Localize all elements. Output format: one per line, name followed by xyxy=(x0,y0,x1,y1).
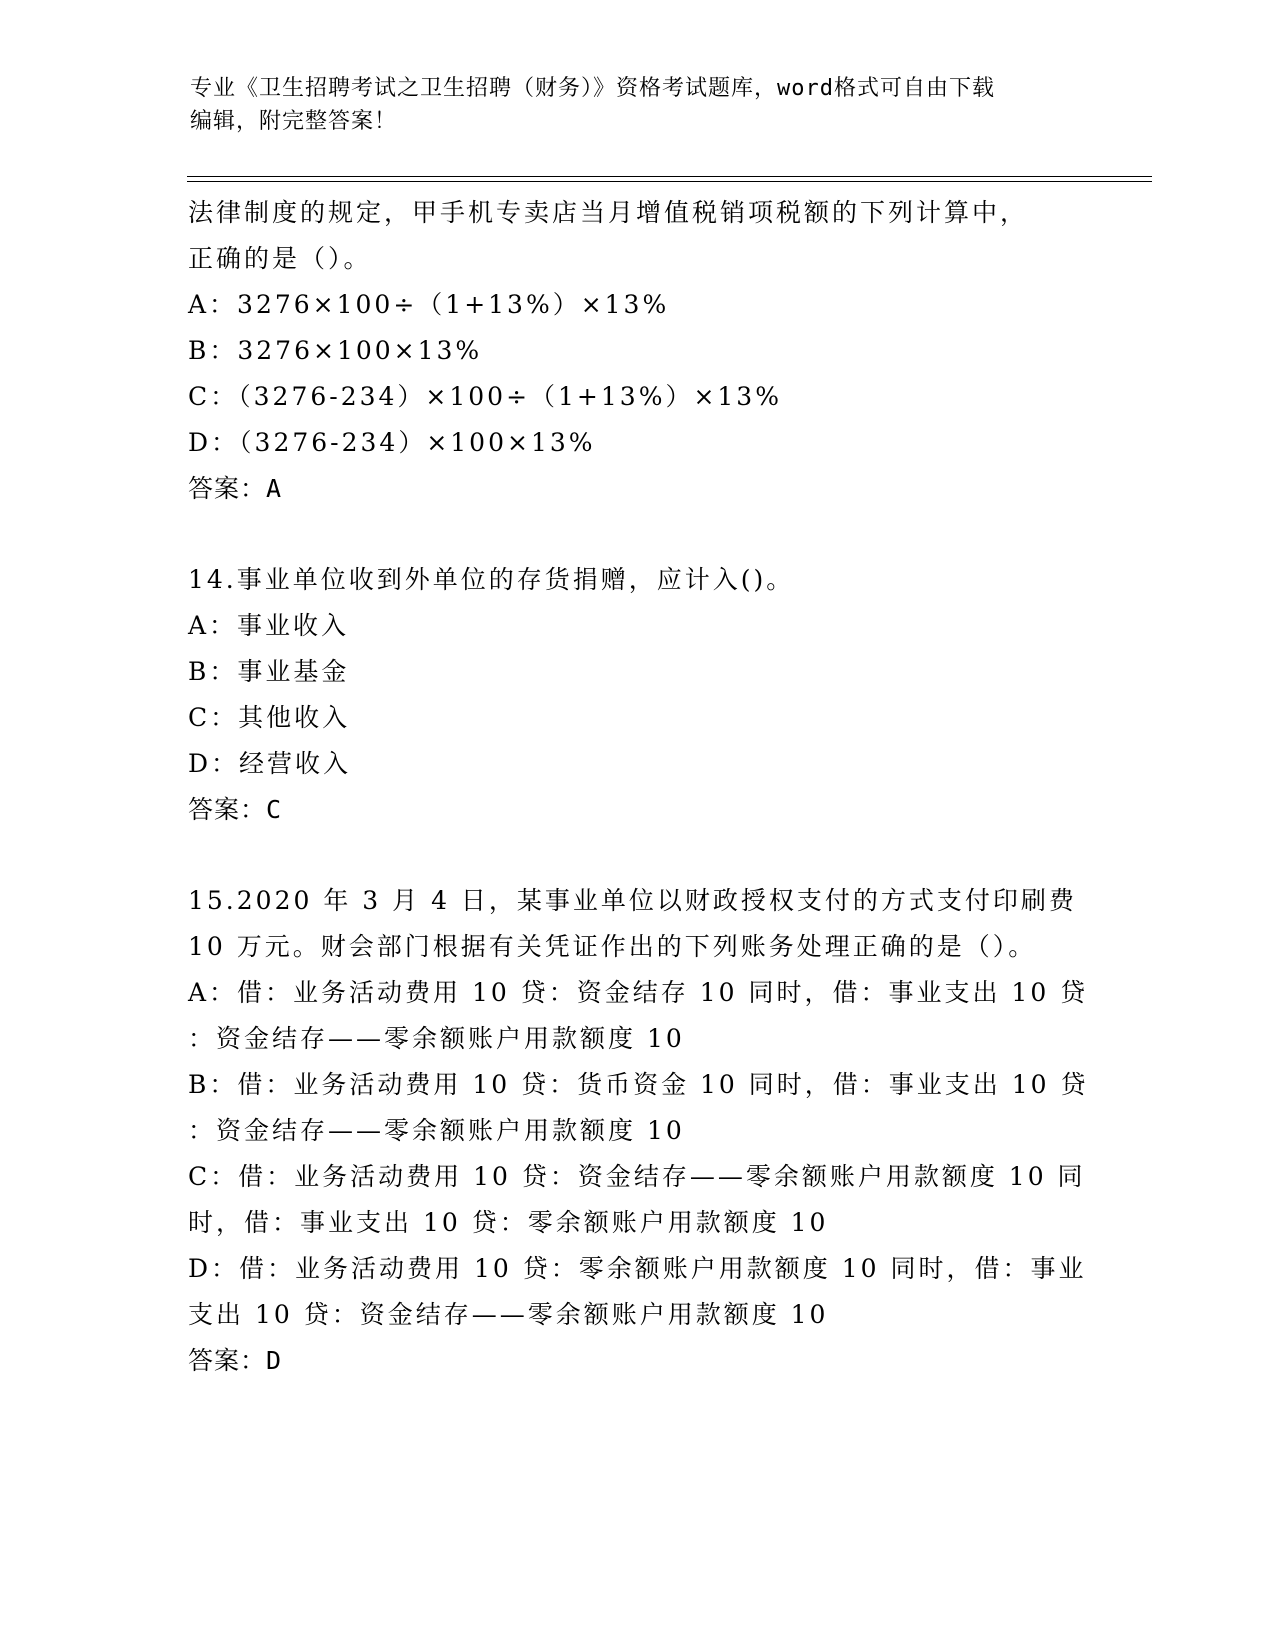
header-divider-bottom xyxy=(187,181,1152,182)
option-b-continued: ：资金结存——零余额账户用款额度 10 xyxy=(188,1116,685,1145)
answer: 答案：A xyxy=(188,474,283,503)
answer: 答案：D xyxy=(188,1346,283,1375)
question-stem-line: 正确的是（）。 xyxy=(188,244,372,273)
option-d: D：借：业务活动费用 10 贷：零余额账户用款额度 10 同时，借：事业 xyxy=(188,1254,1087,1283)
option-c: C：其他收入 xyxy=(188,703,351,732)
option-b: B：3276×100×13% xyxy=(188,336,483,365)
question-stem-line: 14.事业单位收到外单位的存货捐赠，应计入()。 xyxy=(188,565,795,594)
option-c: C：（3276-234）×100÷（1+13%）×13% xyxy=(188,382,782,411)
answer: 答案：C xyxy=(188,795,283,824)
option-b: B：借：业务活动费用 10 贷：货币资金 10 同时，借：事业支出 10 贷 xyxy=(188,1070,1089,1099)
option-d: D：经营收入 xyxy=(188,749,352,778)
option-c: C：借：业务活动费用 10 贷：资金结存——零余额账户用款额度 10 同 xyxy=(188,1162,1086,1191)
question-stem-line: 10 万元。财会部门根据有关凭证作出的下列账务处理正确的是（）。 xyxy=(188,932,1037,961)
option-a: A：事业收入 xyxy=(188,611,350,640)
header-line-1: 专业《卫生招聘考试之卫生招聘（财务）》资格考试题库，word格式可自由下载 xyxy=(190,76,995,101)
question-13 xyxy=(188,190,1068,512)
option-d-continued: 支出 10 贷：资金结存——零余额账户用款额度 10 xyxy=(188,1300,829,1329)
question-stem-line: 15.2020 年 3 月 4 日，某事业单位以财政授权支付的方式支付印刷费 xyxy=(188,886,1077,915)
document-header xyxy=(190,72,1090,138)
option-d: D：（3276-234）×100×13% xyxy=(188,428,596,457)
spacer xyxy=(188,833,1068,878)
spacer xyxy=(188,512,1068,557)
option-c-continued: 时，借：事业支出 10 贷：零余额账户用款额度 10 xyxy=(188,1208,829,1237)
option-b: B：事业基金 xyxy=(188,657,350,686)
option-a: A：3276×100÷（1+13%）×13% xyxy=(188,290,670,319)
question-14 xyxy=(188,557,1068,833)
question-stem-line: 法律制度的规定，甲手机专卖店当月增值税销项税额的下列计算中， xyxy=(188,198,1029,227)
document-body xyxy=(188,190,1089,1384)
question-15 xyxy=(188,878,1089,1384)
header-divider-top xyxy=(187,176,1152,177)
header-line-2: 编辑，附完整答案！ xyxy=(190,109,398,134)
option-a: A：借：业务活动费用 10 贷：资金结存 10 同时，借：事业支出 10 贷 xyxy=(188,978,1089,1007)
option-a-continued: ：资金结存——零余额账户用款额度 10 xyxy=(188,1024,685,1053)
